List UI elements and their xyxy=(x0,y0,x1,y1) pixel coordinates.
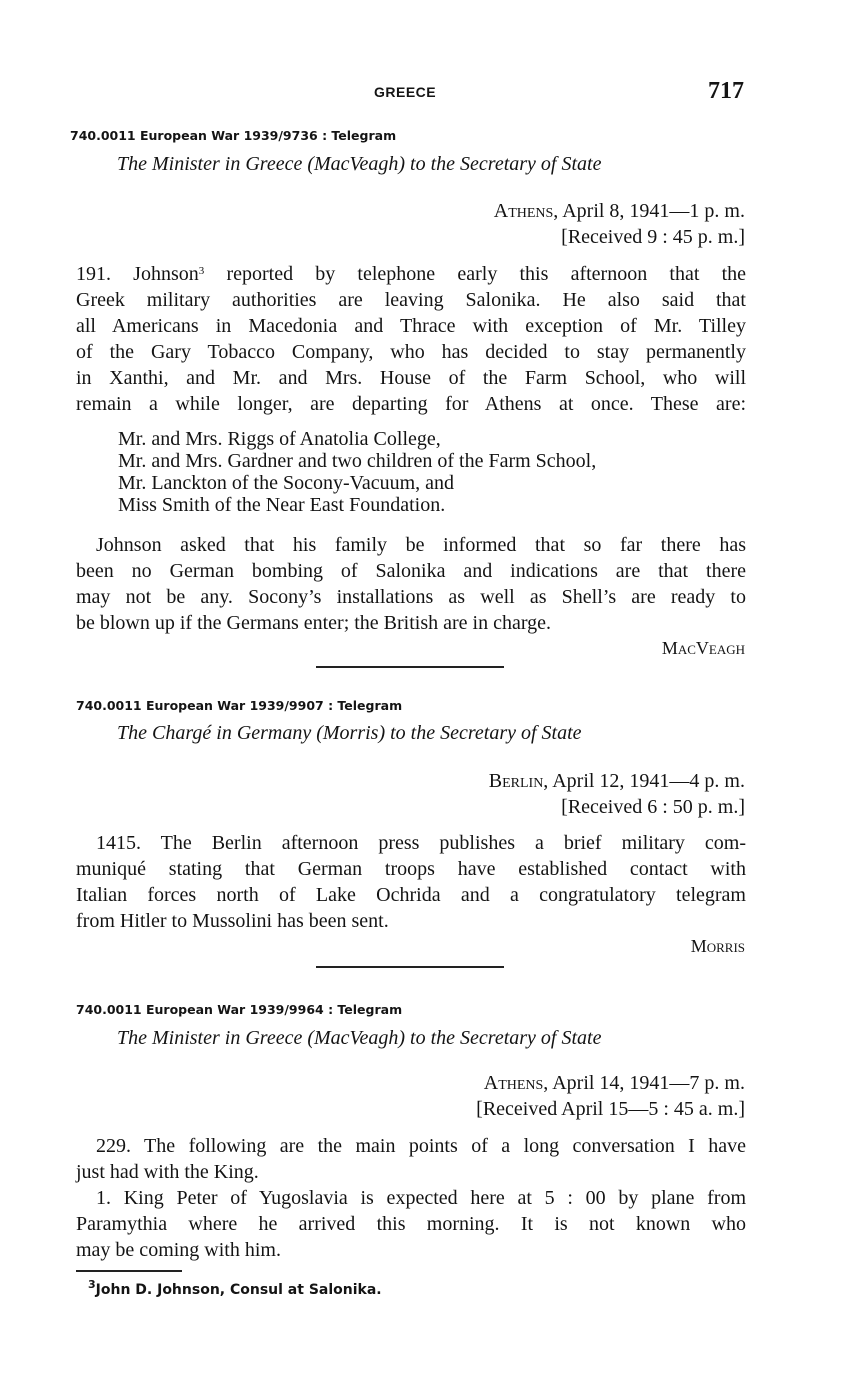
file-reference-1: 740.0011 European War 1939/9736 : Telegram xyxy=(70,128,397,143)
signature-morris: Morris xyxy=(690,936,745,956)
text-line: Greek military authorities are leaving Salonika. He also said that xyxy=(76,289,746,311)
americans-list xyxy=(118,428,596,516)
text-line: remain a while longer, are departing for Athens at once. These are: xyxy=(76,393,746,415)
paragraph-191 xyxy=(76,261,746,417)
document-title-3: The Minister in Greece (MacVeagh) to the Secretary of State xyxy=(117,1027,602,1049)
text-line: from Hitler to Mussolini has been sent. xyxy=(76,910,389,932)
dateline-date: April 12, 1941—4 p. m. xyxy=(552,770,745,792)
received-line-3: [Received April 15—5 : 45 a. m.] xyxy=(476,1098,745,1120)
section-divider xyxy=(316,966,504,968)
text-line: in Xanthi, and Mr. and Mrs. House of the Farm School, who will xyxy=(76,367,746,389)
signature-macveagh: MacVeagh xyxy=(661,638,745,658)
section-divider xyxy=(316,666,504,668)
footnote xyxy=(88,1278,382,1298)
text-line: muniqué stating that German troops have established contact with xyxy=(76,858,746,880)
page-number: 717 xyxy=(708,78,744,104)
footnote-text: John D. Johnson, Consul at Salonika. xyxy=(95,1282,382,1298)
received-line-1: [Received 9 : 45 p. m.] xyxy=(561,226,745,248)
list-item: Miss Smith of the Near East Foundation. xyxy=(118,494,446,516)
text-line: 229. The following are the main points of a long conversation I have xyxy=(96,1135,746,1157)
text-line: all Americans in Macedonia and Thrace with exception of Mr. Tilley xyxy=(76,315,746,337)
text-line: Paramythia where he arrived this morning. It is not known who xyxy=(76,1213,746,1235)
dateline-1 xyxy=(494,200,745,223)
text-line xyxy=(76,261,746,287)
file-reference-2: 740.0011 European War 1939/9907 : Telegram xyxy=(76,698,403,713)
text-run: 191. Johnson xyxy=(76,263,199,285)
list-item: Mr. and Mrs. Riggs of Anatolia College, xyxy=(118,428,441,450)
paragraph-johnson xyxy=(76,532,746,636)
document-title-2: The Chargé in Germany (Morris) to the Secretary of State xyxy=(117,722,582,744)
dateline-place: Berlin, xyxy=(488,770,549,792)
text-line: may not be any. Socony’s installations as well as Shell’s are ready to xyxy=(76,586,746,608)
text-line: be blown up if the Germans enter; the British are in charge. xyxy=(76,612,552,634)
running-head: GREECE xyxy=(374,84,437,100)
text-line: been no German bombing of Salonika and indications are that there xyxy=(76,560,746,582)
document-title-1: The Minister in Greece (MacVeagh) to the Secretary of State xyxy=(117,153,602,175)
paragraph-1415 xyxy=(76,830,746,934)
text-line: Italian forces north of Lake Ochrida and a congratulatory telegram xyxy=(76,884,746,906)
list-item: Mr. and Mrs. Gardner and two children of the Farm School, xyxy=(118,450,597,472)
text-line: Johnson asked that his family be informed that so far there has xyxy=(96,534,746,556)
footnote-mark: 3 xyxy=(88,1278,96,1291)
text-line: may be coming with him. xyxy=(76,1239,281,1261)
list-item: Mr. Lanckton of the Socony-Vacuum, and xyxy=(118,472,455,494)
text-line: 1415. The Berlin afternoon press publishes a brief military com- xyxy=(96,832,746,854)
footnote-rule xyxy=(76,1270,182,1272)
file-reference-3: 740.0011 European War 1939/9964 : Telegram xyxy=(76,1002,403,1017)
text-line: just had with the King. xyxy=(76,1161,259,1183)
paragraph-229 xyxy=(76,1133,746,1185)
received-line-2: [Received 6 : 50 p. m.] xyxy=(561,796,745,818)
dateline-date: April 14, 1941—7 p. m. xyxy=(552,1072,745,1094)
dateline-2 xyxy=(489,770,745,793)
dateline-3 xyxy=(484,1072,745,1095)
footnote-ref: 3 xyxy=(198,265,205,277)
text-line: of the Gary Tobacco Company, who has decided to stay permanently xyxy=(76,341,746,363)
dateline-place: Athens, xyxy=(483,1072,549,1094)
dateline-date: April 8, 1941—1 p. m. xyxy=(562,200,745,222)
paragraph-point-1 xyxy=(76,1185,746,1263)
text-run: reported by telephone early this afternoon that the xyxy=(226,263,746,285)
text-line: 1. King Peter of Yugoslavia is expected here at 5 : 00 by plane from xyxy=(96,1187,746,1209)
dateline-place: Athens, xyxy=(493,200,559,222)
